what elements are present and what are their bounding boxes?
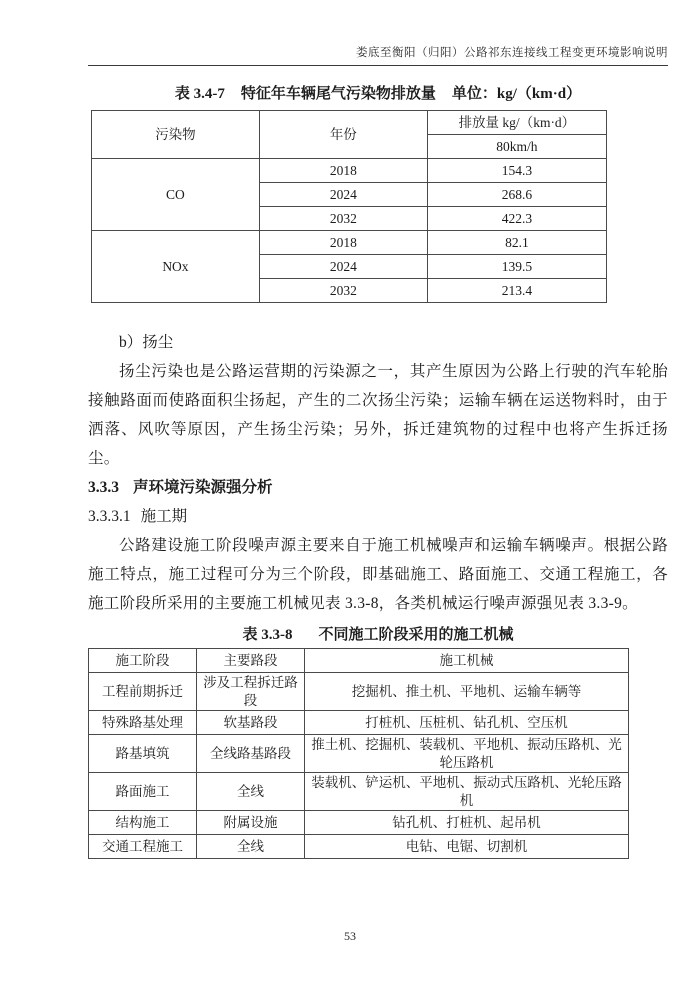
header-cell-speed: 80km/h [427, 135, 606, 159]
value-cell: 213.4 [427, 279, 606, 303]
value-cell: 139.5 [427, 255, 606, 279]
stage-cell: 路面施工 [89, 773, 197, 811]
year-cell: 2032 [259, 207, 427, 231]
machinery-cell: 推土机、挖掘机、装载机、平地机、振动压路机、光轮压路机 [305, 735, 629, 773]
value-cell: 154.3 [427, 159, 606, 183]
section-cell: 附属设施 [197, 811, 305, 835]
body-text [88, 329, 668, 618]
dust-subheading: b）扬尘 [119, 334, 174, 351]
year-cell: 2024 [259, 255, 427, 279]
table-row [89, 673, 629, 711]
section-title: 施工期 [140, 508, 188, 525]
machinery-cell: 电钻、电锯、切割机 [305, 835, 629, 859]
stage-cell: 特殊路基处理 [89, 711, 197, 735]
stage-cell: 交通工程施工 [89, 835, 197, 859]
section-cell: 全线路基路段 [197, 735, 305, 773]
machinery-cell: 钻孔机、打桩机、起吊机 [305, 811, 629, 835]
stage-cell: 结构施工 [89, 811, 197, 835]
machinery-cell: 装载机、铲运机、平地机、振动式压路机、光轮压路机 [305, 773, 629, 811]
year-cell: 2024 [259, 183, 427, 207]
header-cell-stage: 施工阶段 [89, 649, 197, 673]
header-cell-section: 主要路段 [197, 649, 305, 673]
year-cell: 2032 [259, 279, 427, 303]
table1-caption-title: 特征年车辆尾气污染物排放量 [240, 86, 436, 102]
machinery-cell: 打桩机、压桩机、钻孔机、空压机 [305, 711, 629, 735]
machinery-table [88, 648, 629, 859]
value-cell: 422.3 [427, 207, 606, 231]
pollutant-cell: NOx [92, 231, 260, 303]
table-header-row [89, 649, 629, 673]
section-cell: 全线 [197, 835, 305, 859]
running-header: 娄底至衡阳（归阳）公路祁东连接线工程变更环境影响说明 [88, 44, 668, 66]
header-cell-year: 年份 [259, 111, 427, 159]
table1-caption-label: 表 3.4-7 [174, 86, 225, 102]
table2-caption [88, 623, 668, 644]
value-cell: 82.1 [427, 231, 606, 255]
dust-paragraph: 扬尘污染也是公路运营期的污染源之一，其产生原因为公路上行驶的汽车轮胎接触路面而使路面积尘扬起，产生的二次扬尘污染；运输车辆在运送物料时，由于洒落、风吹等原因，产生扬尘污染；另外，拆迁建筑物的过程中也将产生拆迁扬尘。 [88, 363, 668, 467]
pollutant-cell: CO [92, 159, 260, 231]
construction-paragraph: 公路建设施工阶段噪声源主要来自于施工机械噪声和运输车辆噪声。根据公路施工特点，施工过程可分为三个阶段，即基础施工、路面施工、交通工程施工，各施工阶段所采用的主要施工机械见表 3.3-8，各类机械运行噪声源强见表 3.3-9。 [88, 537, 668, 612]
section-number: 3.3.3.1 [88, 508, 131, 525]
value-cell: 268.6 [427, 183, 606, 207]
section-cell: 涉及工程拆迁路段 [197, 673, 305, 711]
section-heading-3-3-3 [88, 473, 668, 502]
section-number: 3.3.3 [88, 479, 119, 496]
section-title: 声环境污染源强分析 [133, 479, 273, 496]
stage-cell: 路基填筑 [89, 735, 197, 773]
table-row [89, 811, 629, 835]
table1-caption-unit: 单位：kg/（km·d） [451, 86, 582, 102]
header-cell-machinery: 施工机械 [305, 649, 629, 673]
table-row [89, 773, 629, 811]
year-cell: 2018 [259, 159, 427, 183]
section-cell: 全线 [197, 773, 305, 811]
page-number: 53 [344, 929, 356, 943]
table-row [89, 735, 629, 773]
table-row [89, 711, 629, 735]
table-row [92, 231, 607, 255]
table-row [92, 159, 607, 183]
year-cell: 2018 [259, 231, 427, 255]
header-cell-emission: 排放量 kg/（km·d） [427, 111, 606, 135]
table2-caption-title: 不同施工阶段采用的施工机械 [318, 627, 514, 643]
section-cell: 软基路段 [197, 711, 305, 735]
table1-caption [88, 82, 668, 103]
header-cell-pollutant: 污染物 [92, 111, 260, 159]
table2-caption-label: 表 3.3-8 [242, 627, 293, 643]
machinery-cell: 挖掘机、推土机、平地机、运输车辆等 [305, 673, 629, 711]
emission-table [91, 110, 607, 303]
table-row [89, 835, 629, 859]
section-heading-3-3-3-1 [88, 502, 668, 531]
table-header-row [92, 111, 607, 135]
stage-cell: 工程前期拆迁 [89, 673, 197, 711]
